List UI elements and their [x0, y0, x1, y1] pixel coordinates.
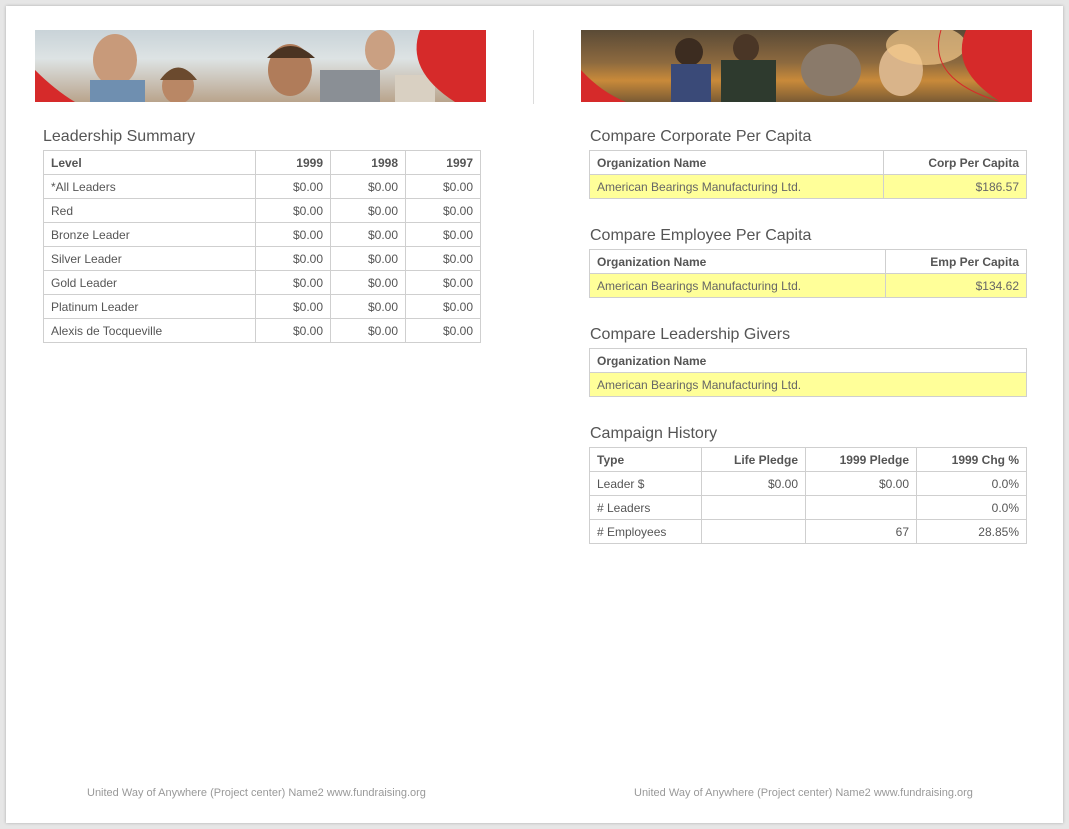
cell-type: # Employees	[590, 520, 702, 544]
cell-level: Alexis de Tocqueville	[44, 319, 256, 343]
campaign-history-table	[589, 447, 1027, 544]
col-header-1999-chg: 1999 Chg %	[917, 448, 1027, 472]
cell-value: $0.00	[406, 175, 481, 199]
cell-value: $0.00	[331, 295, 406, 319]
col-header-life-pledge: Life Pledge	[702, 448, 806, 472]
header-banner-photo-left	[35, 30, 486, 102]
cell-value: $186.57	[884, 175, 1027, 199]
cell-value: $0.00	[331, 271, 406, 295]
cell-type: Leader $	[590, 472, 702, 496]
emp-per-capita-table	[589, 249, 1027, 298]
cell-value: $0.00	[256, 199, 331, 223]
table-row-highlighted	[590, 274, 1027, 298]
cell-level: *All Leaders	[44, 175, 256, 199]
footer-right: United Way of Anywhere (Project center) Name2 www.fundraising.org	[634, 787, 973, 799]
col-header-org-name: Organization Name	[590, 349, 1027, 373]
corp-per-capita-title: Compare Corporate Per Capita	[590, 128, 812, 145]
cell-value: $0.00	[702, 472, 806, 496]
table-row	[44, 271, 481, 295]
cell-org-name: American Bearings Manufacturing Ltd.	[590, 274, 886, 298]
cell-value	[702, 496, 806, 520]
col-header-emp-per-capita: Emp Per Capita	[886, 250, 1027, 274]
leadership-summary-table	[43, 150, 481, 343]
table-row	[590, 520, 1027, 544]
emp-per-capita-title: Compare Employee Per Capita	[590, 227, 812, 244]
cell-value: $134.62	[886, 274, 1027, 298]
cell-value	[806, 496, 917, 520]
leadership-givers-table	[589, 348, 1027, 397]
cell-value: $0.00	[806, 472, 917, 496]
cell-value: $0.00	[256, 247, 331, 271]
col-header-corp-per-capita: Corp Per Capita	[884, 151, 1027, 175]
table-row	[44, 295, 481, 319]
cell-value: $0.00	[331, 319, 406, 343]
cell-value: $0.00	[331, 223, 406, 247]
table-row	[44, 319, 481, 343]
footer-left: United Way of Anywhere (Project center) Name2 www.fundraising.org	[87, 787, 426, 799]
campaign-history-title: Campaign History	[590, 425, 718, 442]
cell-value: $0.00	[256, 175, 331, 199]
page-divider	[533, 30, 534, 104]
cell-level: Red	[44, 199, 256, 223]
cell-org-name: American Bearings Manufacturing Ltd.	[590, 175, 884, 199]
cell-value: $0.00	[406, 247, 481, 271]
leadership-givers-title: Compare Leadership Givers	[590, 326, 791, 343]
cell-value: 67	[806, 520, 917, 544]
table-row	[44, 247, 481, 271]
corp-per-capita-table	[589, 150, 1027, 199]
col-header-org-name: Organization Name	[590, 151, 884, 175]
table-header-row	[590, 151, 1027, 175]
cell-value: $0.00	[406, 319, 481, 343]
table-header-row	[44, 151, 481, 175]
table-header-row	[590, 448, 1027, 472]
table-row	[44, 175, 481, 199]
cell-level: Bronze Leader	[44, 223, 256, 247]
cell-value	[702, 520, 806, 544]
table-row	[44, 223, 481, 247]
cell-level: Silver Leader	[44, 247, 256, 271]
cell-value: $0.00	[331, 175, 406, 199]
cell-value: $0.00	[256, 223, 331, 247]
table-row	[590, 472, 1027, 496]
col-header-1998: 1998	[331, 151, 406, 175]
cell-value: $0.00	[406, 223, 481, 247]
cell-value: 0.0%	[917, 496, 1027, 520]
cell-value: 28.85%	[917, 520, 1027, 544]
table-row-highlighted	[590, 373, 1027, 397]
table-row	[44, 199, 481, 223]
col-header-1997: 1997	[406, 151, 481, 175]
cell-value: $0.00	[256, 295, 331, 319]
cell-value: $0.00	[406, 295, 481, 319]
leadership-summary-title: Leadership Summary	[43, 128, 196, 145]
table-header-row	[590, 349, 1027, 373]
cell-value: 0.0%	[917, 472, 1027, 496]
cell-value: $0.00	[256, 271, 331, 295]
col-header-1999-pledge: 1999 Pledge	[806, 448, 917, 472]
cell-value: $0.00	[331, 199, 406, 223]
col-header-1999: 1999	[256, 151, 331, 175]
cell-type: # Leaders	[590, 496, 702, 520]
table-row-highlighted	[590, 175, 1027, 199]
cell-value: $0.00	[256, 319, 331, 343]
cell-value: $0.00	[406, 271, 481, 295]
col-header-org-name: Organization Name	[590, 250, 886, 274]
col-header-level: Level	[44, 151, 256, 175]
cell-org-name: American Bearings Manufacturing Ltd.	[590, 373, 1027, 397]
table-header-row	[590, 250, 1027, 274]
col-header-type: Type	[590, 448, 702, 472]
table-row	[590, 496, 1027, 520]
cell-value: $0.00	[331, 247, 406, 271]
header-banner-photo-right	[581, 30, 1032, 102]
cell-level: Gold Leader	[44, 271, 256, 295]
cell-value: $0.00	[406, 199, 481, 223]
cell-level: Platinum Leader	[44, 295, 256, 319]
